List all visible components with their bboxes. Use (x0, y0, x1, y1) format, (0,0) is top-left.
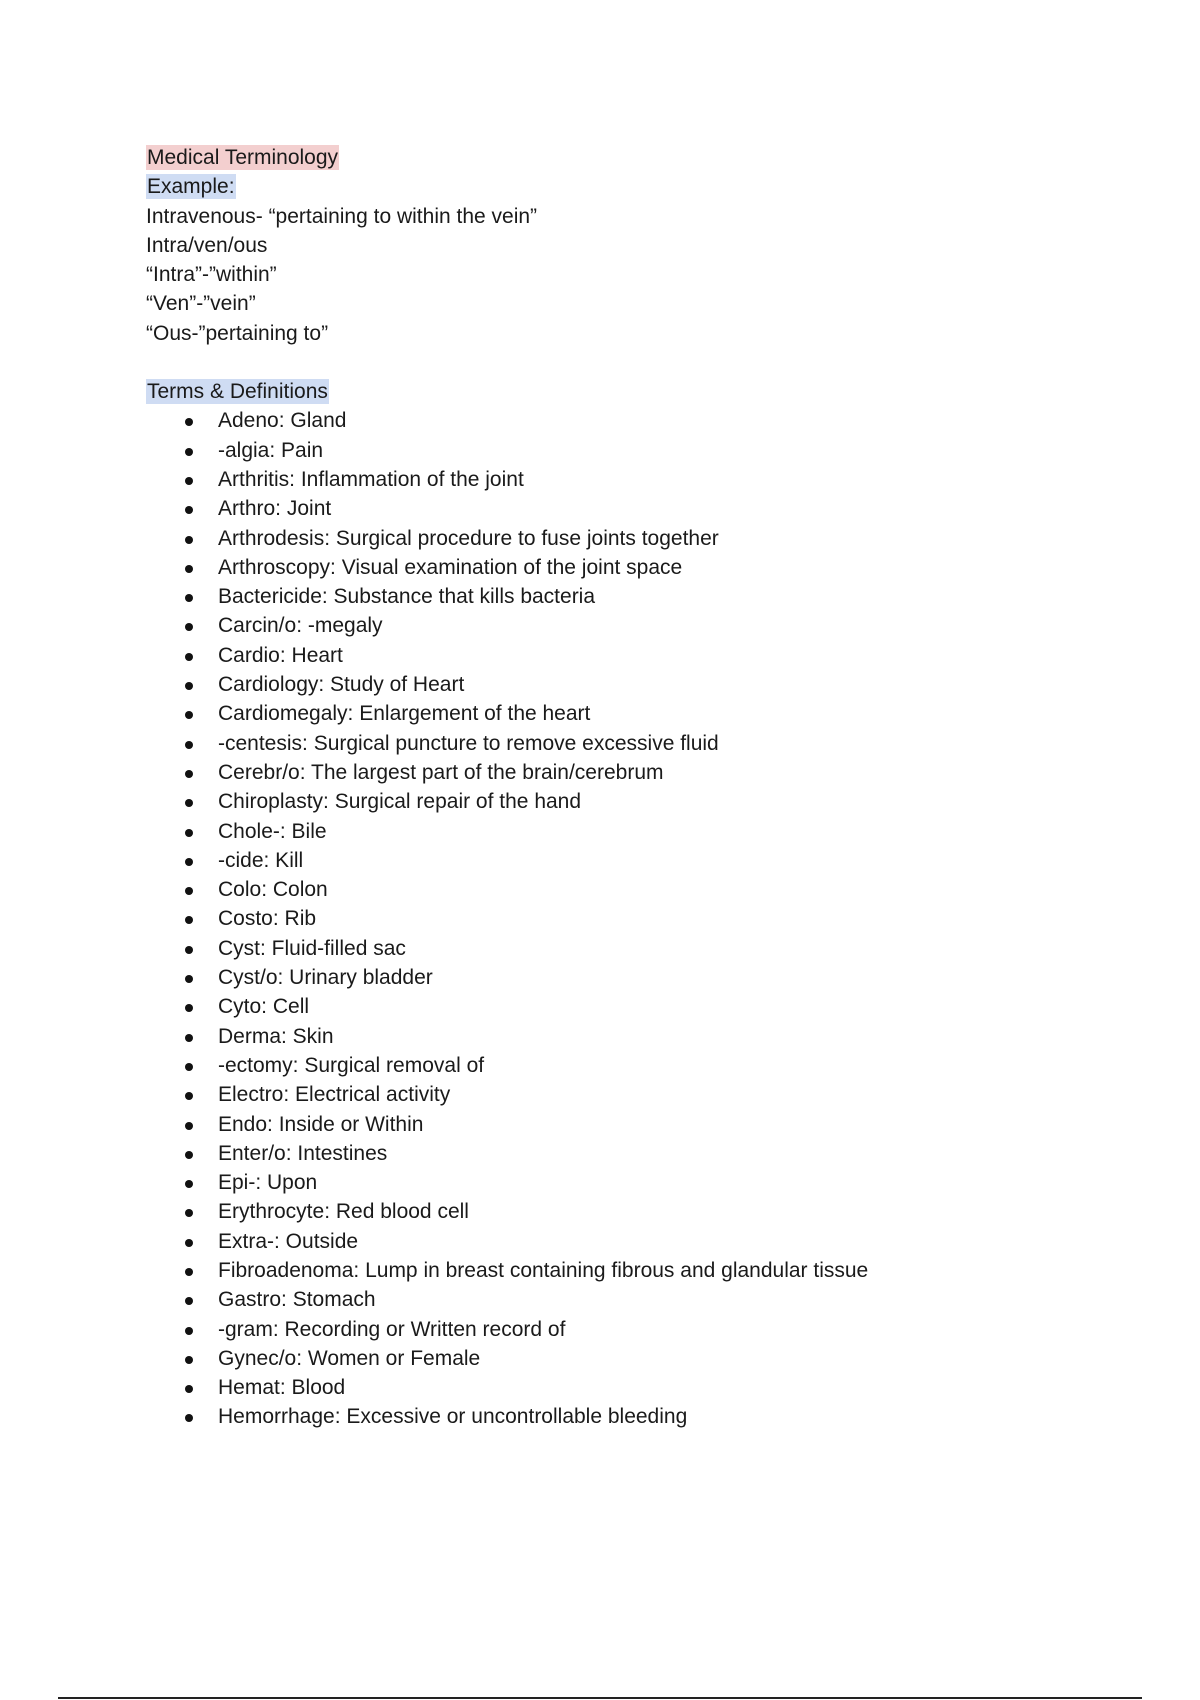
example-line: “Ven”-”vein” (146, 292, 256, 316)
term-list-item: Cardiology: Study of Heart (146, 670, 1146, 699)
example-heading-line (146, 172, 1146, 201)
term-list-item: -cide: Kill (146, 846, 1146, 875)
example-line: “Intra”-”within” (146, 263, 277, 287)
page-bottom-rule (58, 1697, 1142, 1699)
term-list-item: -centesis: Surgical puncture to remove excessive fluid (146, 729, 1146, 758)
term-list-item: Cardio: Heart (146, 641, 1146, 670)
term-list-item: Erythrocyte: Red blood cell (146, 1197, 1146, 1226)
term-list-item: Arthro: Joint (146, 494, 1146, 523)
term-list-item: -ectomy: Surgical removal of (146, 1051, 1146, 1080)
term-list-item: Fibroadenoma: Lump in breast containing fibrous and glandular tissue (146, 1256, 1146, 1285)
term-list-item: Bactericide: Substance that kills bacteria (146, 582, 1146, 611)
terms-heading: Terms & Definitions (147, 380, 328, 404)
term-list-item: Costo: Rib (146, 904, 1146, 933)
title-line (146, 143, 1146, 172)
document-page (146, 143, 1146, 1432)
term-list-item: Gynec/o: Women or Female (146, 1344, 1146, 1373)
term-list-item: Arthritis: Inflammation of the joint (146, 465, 1146, 494)
term-list-item: Electro: Electrical activity (146, 1080, 1146, 1109)
term-list-item: -gram: Recording or Written record of (146, 1315, 1146, 1344)
term-list-item: Carcin/o: -megaly (146, 611, 1146, 640)
term-list-item: Colo: Colon (146, 875, 1146, 904)
term-list-item: Cerebr/o: The largest part of the brain/cerebrum (146, 758, 1146, 787)
term-list-item: Hemorrhage: Excessive or uncontrollable bleeding (146, 1402, 1146, 1431)
terms-heading-line (146, 377, 1146, 406)
example-heading: Example: (147, 175, 235, 199)
term-list-item: Gastro: Stomach (146, 1285, 1146, 1314)
term-list-item: Cyst: Fluid-filled sac (146, 934, 1146, 963)
term-list-item: Extra-: Outside (146, 1227, 1146, 1256)
term-list-item: Hemat: Blood (146, 1373, 1146, 1402)
term-list-item: Cyst/o: Urinary bladder (146, 963, 1146, 992)
example-line: Intravenous- “pertaining to within the vein” (146, 204, 538, 228)
term-list-item: -algia: Pain (146, 436, 1146, 465)
example-line: “Ous-”pertaining to” (146, 321, 329, 345)
term-list-item: Enter/o: Intestines (146, 1139, 1146, 1168)
term-list-item: Epi-: Upon (146, 1168, 1146, 1197)
term-list-item: Derma: Skin (146, 1022, 1146, 1051)
example-line: Intra/ven/ous (146, 233, 268, 257)
term-list-item: Arthrodesis: Surgical procedure to fuse joints together (146, 524, 1146, 553)
term-list-item: Chole-: Bile (146, 817, 1146, 846)
terms-list (146, 406, 1146, 1431)
paragraph-spacer (146, 348, 1146, 377)
document-title: Medical Terminology (147, 146, 339, 169)
term-list-item: Arthroscopy: Visual examination of the joint space (146, 553, 1146, 582)
term-list-item: Endo: Inside or Within (146, 1110, 1146, 1139)
term-list-item: Chiroplasty: Surgical repair of the hand (146, 787, 1146, 816)
term-list-item: Adeno: Gland (146, 406, 1146, 435)
term-list-item: Cardiomegaly: Enlargement of the heart (146, 699, 1146, 728)
term-list-item: Cyto: Cell (146, 992, 1146, 1021)
